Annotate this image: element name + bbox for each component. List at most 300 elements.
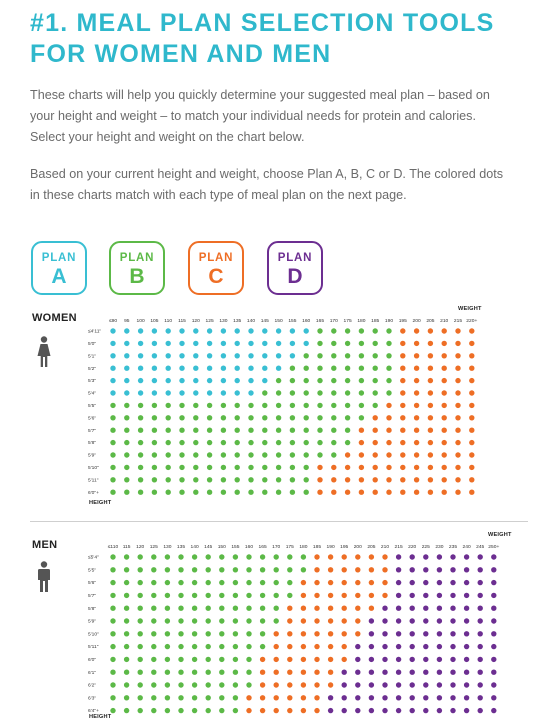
men-dot-plan-b [274,606,279,611]
men-dot-plan-c [287,682,292,687]
men-dot-plan-c [260,708,265,713]
men-dot-plan-d [410,657,415,662]
men-dot-plan-d [396,618,401,623]
men-dot-plan-b [233,606,238,611]
women-weight-tick: 200 [412,319,421,324]
instructions-paragraph: Based on your current height and weight, choose Plan A, B, C or D. The colored dots in these charts match with each type of meal plan on the next page. [30,167,504,202]
men-dot-plan-b [192,631,197,636]
women-height-axis-title: HEIGHT [89,500,112,506]
men-weight-tick: 130 [163,545,172,550]
men-dot-plan-c [287,644,292,649]
men-dot-plan-c [328,606,333,611]
men-dot-plan-d [423,670,428,675]
men-dot-plan-d [342,708,347,713]
men-dot-plan-b [246,657,251,662]
women-weight-tick: 125 [205,319,214,324]
men-dot-plan-d [382,644,387,649]
men-dot-plan-c [342,554,347,559]
men-dot-plan-b [233,618,238,623]
men-dot-plan-d [478,657,483,662]
men-weight-tick: 180 [299,545,308,550]
men-dot-plan-c [328,670,333,675]
men-weight-tick: 245 [476,545,485,550]
women-weight-tick: 220+ [466,319,478,324]
men-dot-plan-d [450,695,455,700]
men-dot-plan-c [328,657,333,662]
men-dot-plan-c [328,593,333,598]
men-dot-plan-c [314,657,319,662]
men-dot-plan-d [423,631,428,636]
men-dot-plan-d [410,554,415,559]
women-height-tick: 5'6" [88,416,97,422]
men-dot-plan-d [491,580,496,585]
men-weight-tick: 185 [312,545,322,550]
men-dot-plan-b [219,695,224,700]
men-dot-plan-b [219,554,224,559]
men-dot-plan-d [478,593,483,598]
men-dot-plan-d [464,593,469,598]
men-dot-plan-c [314,606,319,611]
men-dot-plan-c [314,580,319,585]
men-dot-plan-d [410,593,415,598]
men-dot-plan-b [110,554,115,559]
men-dot-plan-c [287,657,292,662]
men-dot-plan-b [138,593,143,598]
men-dot-plan-b [192,618,197,623]
men-dot-plan-d [355,708,360,713]
men-dot-plan-b [206,657,211,662]
plan-c-letter: C [208,265,224,288]
men-dot-plan-b [233,682,238,687]
men-dot-plan-d [478,618,483,623]
men-dot-plan-d [423,708,428,713]
men-dot-plan-d [450,606,455,611]
men-dot-plan-c [328,682,333,687]
women-height-tick: 5'11" [88,478,99,484]
men-dot-plan-d [464,644,469,649]
men-dot-plan-c [355,606,360,611]
men-weight-tick: 250+ [488,545,500,550]
page-title: #1. MEAL PLAN SELECTION TOOLS FOR WOMEN AND MEN [30,9,495,68]
men-dot-plan-b [151,593,156,598]
men-dot-plan-d [437,682,442,687]
men-dot-plan-b [165,631,170,636]
men-dot-plan-b [165,670,170,675]
men-weight-tick: 155 [231,545,240,550]
men-dot-plan-b [246,644,251,649]
men-dot-plan-b [151,618,156,623]
men-label: MEN [32,539,58,551]
men-dot-plan-b [219,670,224,675]
plan-a-word: PLAN [41,252,77,264]
men-dot-plan-d [423,580,428,585]
women-height-tick: 5'4" [88,391,97,397]
men-weight-tick: 145 [204,545,213,550]
men-dot-plan-b [192,644,197,649]
men-dot-plan-b [138,618,143,623]
men-dot-plan-c [301,593,306,598]
men-dot-plan-d [355,695,360,700]
women-weight-tick: 140 [246,319,256,324]
women-weight-tick: 215 [453,319,463,324]
men-dot-plan-b [151,670,156,675]
men-height-tick: 6'4"+ [88,709,99,715]
men-dot-plan-c [287,606,292,611]
men-weight-tick: 135 [176,545,186,550]
men-dot-plan-b [206,631,211,636]
men-dot-plan-d [464,554,469,559]
men-dot-plan-b [124,670,129,675]
men-dot-plan-d [478,631,483,636]
men-dot-plan-b [260,554,265,559]
men-dot-plan-b [138,580,143,585]
men-dot-plan-b [110,670,115,675]
women-weight-tick: 160 [302,319,311,324]
women-weight-tick: 185 [371,319,380,324]
men-dot-plan-d [423,554,428,559]
men-dot-plan-b [192,554,197,559]
women-height-tick: 5'10" [88,466,99,471]
men-dot-plan-d [478,606,483,611]
men-weight-tick: 235 [448,545,458,550]
men-dot-plan-d [396,554,401,559]
men-dot-plan-c [301,606,306,611]
men-dot-plan-b [178,606,183,611]
men-dot-plan-c [382,567,387,572]
men-dot-plan-b [233,644,238,649]
men-dot-plan-d [423,606,428,611]
men-dot-plan-b [165,657,170,662]
men-weight-tick: 150 [217,545,226,550]
men-dot-plan-b [246,606,251,611]
men-dot-plan-b [110,567,115,572]
men-dot-plan-c [342,657,347,662]
men-dot-plan-d [410,670,415,675]
men-dot-plan-b [151,644,156,649]
women-weight-tick: 210 [440,319,449,324]
women-weight-tick: 175 [343,319,352,324]
men-dot-plan-d [369,670,374,675]
men-dot-plan-b [124,657,129,662]
men-dot-plan-b [178,580,183,585]
men-dot-plan-b [260,644,265,649]
men-dot-plan-b [260,567,265,572]
men-dot-plan-b [219,606,224,611]
men-dot-plan-c [314,554,319,559]
men-dot-plan-b [178,567,183,572]
men-dot-plan-b [233,657,238,662]
men-dot-plan-b [178,618,183,623]
men-dot-plan-b [110,618,115,623]
men-dot-plan-d [396,670,401,675]
men-dot-plan-b [301,567,306,572]
men-dot-plan-b [165,618,170,623]
men-weight-tick: 160 [244,545,254,550]
men-dot-plan-b [138,695,143,700]
men-dot-plan-c [314,670,319,675]
men-dot-plan-c [314,644,319,649]
men-dot-plan-d [437,567,442,572]
men-dot-plan-b [138,631,143,636]
men-dot-plan-b [151,580,156,585]
men-dot-plan-d [342,682,347,687]
men-dot-plan-d [355,682,360,687]
men-dot-plan-c [342,567,347,572]
men-dot-plan-d [396,593,401,598]
men-dot-plan-b [110,606,115,611]
men-dot-plan-d [382,631,387,636]
men-dot-plan-c [301,657,306,662]
men-dot-plan-d [491,670,496,675]
men-dot-plan-b [206,682,211,687]
men-dot-plan-d [328,708,333,713]
men-dot-plan-b [206,567,211,572]
men-dot-plan-d [478,708,483,713]
men-dot-plan-d [328,695,333,700]
women-weight-tick: 190 [384,319,394,324]
men-weight-tick: 140 [190,545,199,550]
men-dot-plan-b [138,670,143,675]
men-dot-plan-c [301,670,306,675]
women-weight-tick: 195 [398,319,407,324]
women-weight-tick: 115 [178,319,186,324]
men-dot-plan-b [178,708,183,713]
men-dot-plan-c [328,618,333,623]
men-dot-plan-d [437,631,442,636]
men-dot-plan-d [464,657,469,662]
men-dot-plan-d [450,657,455,662]
men-dot-plan-b [110,695,115,700]
men-dot-plan-d [396,708,401,713]
men-dot-plan-b [138,657,143,662]
men-dot-plan-b [260,631,265,636]
men-dot-plan-c [382,580,387,585]
men-dot-plan-b [138,682,143,687]
men-dot-plan-b [138,708,143,713]
men-dot-plan-d [478,682,483,687]
men-dot-plan-b [274,580,279,585]
men-dot-plan-c [342,580,347,585]
women-height-tick: 5'5" [88,404,97,409]
men-dot-plan-d [491,631,496,636]
men-dot-plan-d [342,695,347,700]
men-dot-plan-b [178,695,183,700]
men-dot-plan-c [314,593,319,598]
men-dot-plan-b [246,567,251,572]
men-dot-plan-c [355,618,360,623]
men-dot-plan-b [110,682,115,687]
men-dot-plan-c [328,644,333,649]
men-dot-plan-d [396,644,401,649]
men-dot-plan-c [314,708,319,713]
women-weight-tick: 120 [191,319,200,324]
men-dot-plan-b [206,708,211,713]
men-dot-plan-b [124,618,129,623]
women-weight-tick: 165 [315,319,325,324]
women-weight-tick: 130 [219,319,228,324]
men-dot-plan-b [219,618,224,623]
men-dot-plan-b [274,593,279,598]
men-dot-plan-d [478,644,483,649]
men-height-tick: 6'3" [88,696,97,702]
men-height-tick: 6'2" [88,683,97,689]
men-dot-plan-b [110,644,115,649]
men-dot-plan-d [491,644,496,649]
men-dot-plan-d [423,593,428,598]
men-dot-plan-b [233,695,238,700]
men-dot-plan-b [206,695,211,700]
plan-b-letter: B [129,265,145,288]
men-dot-plan-c [301,682,306,687]
men-dot-plan-c [369,580,374,585]
men-dot-plan-b [219,657,224,662]
men-dot-plan-b [124,682,129,687]
men-dot-plan-d [450,554,455,559]
men-dot-plan-c [342,593,347,598]
men-weight-tick: 210 [380,545,390,550]
men-dot-plan-d [437,606,442,611]
men-dot-plan-b [138,567,143,572]
men-dot-plan-c [301,631,306,636]
men-dot-plan-b [246,618,251,623]
men-dot-plan-d [369,618,374,623]
men-dot-plan-b [233,554,238,559]
men-dot-plan-d [382,670,387,675]
men-dot-plan-b [301,554,306,559]
women-height-tick: 5'8" [88,441,97,447]
men-dot-plan-d [369,657,374,662]
men-weight-tick: 240 [462,545,471,550]
men-dot-plan-d [410,567,415,572]
men-dot-plan-d [450,593,455,598]
men-dot-plan-c [274,644,279,649]
men-dot-plan-d [478,580,483,585]
women-height-tick: 5'2" [88,366,97,372]
men-dot-plan-b [219,708,224,713]
men-weight-tick: 190 [326,545,335,550]
men-dot-plan-b [124,567,129,572]
men-dot-plan-d [450,670,455,675]
men-dot-plan-d [396,682,401,687]
men-dot-plan-c [274,631,279,636]
men-dot-plan-d [491,606,496,611]
women-height-tick: 6'0"+ [88,490,99,496]
men-weight-tick: 115 [122,545,131,550]
women-weight-tick: 170 [329,319,338,324]
men-dot-plan-b [110,657,115,662]
men-dot-plan-d [369,695,374,700]
men-dot-plan-d [382,618,387,623]
men-dot-plan-b [287,580,292,585]
plan-d-letter: D [287,265,303,288]
men-dot-plan-d [382,606,387,611]
men-weight-tick: 195 [340,545,349,550]
men-dot-plan-d [423,695,428,700]
men-dot-plan-d [382,708,387,713]
men-dot-plan-d [396,631,401,636]
men-dot-plan-c [369,567,374,572]
men-weight-tick: 225 [421,545,430,550]
women-height-tick: 5'9" [88,453,97,459]
men-dot-plan-b [124,644,129,649]
men-dot-plan-d [464,567,469,572]
women-height-tick: 5'0" [88,342,97,347]
men-dot-plan-c [301,708,306,713]
men-dot-plan-b [287,567,292,572]
men-dot-plan-c [382,554,387,559]
men-dot-plan-d [382,682,387,687]
men-dot-plan-c [287,708,292,713]
men-dot-plan-d [464,606,469,611]
women-weight-tick: 155 [288,319,297,324]
men-dot-plan-d [450,580,455,585]
men-dot-plan-b [151,567,156,572]
women-label: WOMEN [32,312,77,324]
women-weight-axis-title: WEIGHT [458,306,482,312]
men-dot-plan-b [124,695,129,700]
men-dot-plan-c [328,580,333,585]
men-dot-plan-b [151,631,156,636]
women-weight-tick: 145 [260,319,269,324]
men-dot-plan-d [437,708,442,713]
men-dot-plan-b [219,682,224,687]
men-dot-plan-d [410,708,415,713]
men-height-tick: 5'10" [88,632,99,638]
men-dot-plan-b [219,593,224,598]
men-dot-plan-b [124,606,129,611]
men-dot-plan-d [450,682,455,687]
women-height-tick: 5'3" [88,379,97,385]
men-weight-tick: 205 [367,545,376,550]
women-weight-tick: 135 [233,319,242,324]
men-dot-plan-d [396,695,401,700]
men-height-tick: 6'0" [88,658,97,663]
men-dot-plan-b [206,554,211,559]
men-weight-axis-title: WEIGHT [488,532,512,538]
men-dot-plan-b [192,580,197,585]
men-dot-plan-d [410,606,415,611]
men-dot-plan-c [260,682,265,687]
men-dot-plan-b [206,670,211,675]
men-dot-plan-c [314,682,319,687]
men-dot-plan-b [260,606,265,611]
men-dot-plan-d [437,644,442,649]
men-dot-plan-c [328,567,333,572]
men-dot-plan-b [246,593,251,598]
men-dot-plan-b [206,580,211,585]
men-dot-plan-b [260,618,265,623]
men-dot-plan-d [396,657,401,662]
men-weight-tick: 230 [435,545,444,550]
plan-c-word: PLAN [198,252,234,264]
men-dot-plan-d [464,695,469,700]
men-height-tick: ≤5'4" [88,555,99,561]
women-height-tick: 5'1" [88,354,97,360]
men-dot-plan-b [138,606,143,611]
men-dot-plan-d [464,708,469,713]
plan-b-word: PLAN [119,252,155,264]
men-dot-plan-c [274,708,279,713]
men-dot-plan-c [260,670,265,675]
men-dot-plan-b [246,580,251,585]
men-dot-plan-c [287,670,292,675]
men-dot-plan-c [260,695,265,700]
men-dot-plan-b [151,554,156,559]
men-dot-plan-d [478,567,483,572]
women-weight-tick: 110 [164,319,173,324]
men-dot-plan-c [314,618,319,623]
men-dot-plan-d [437,593,442,598]
